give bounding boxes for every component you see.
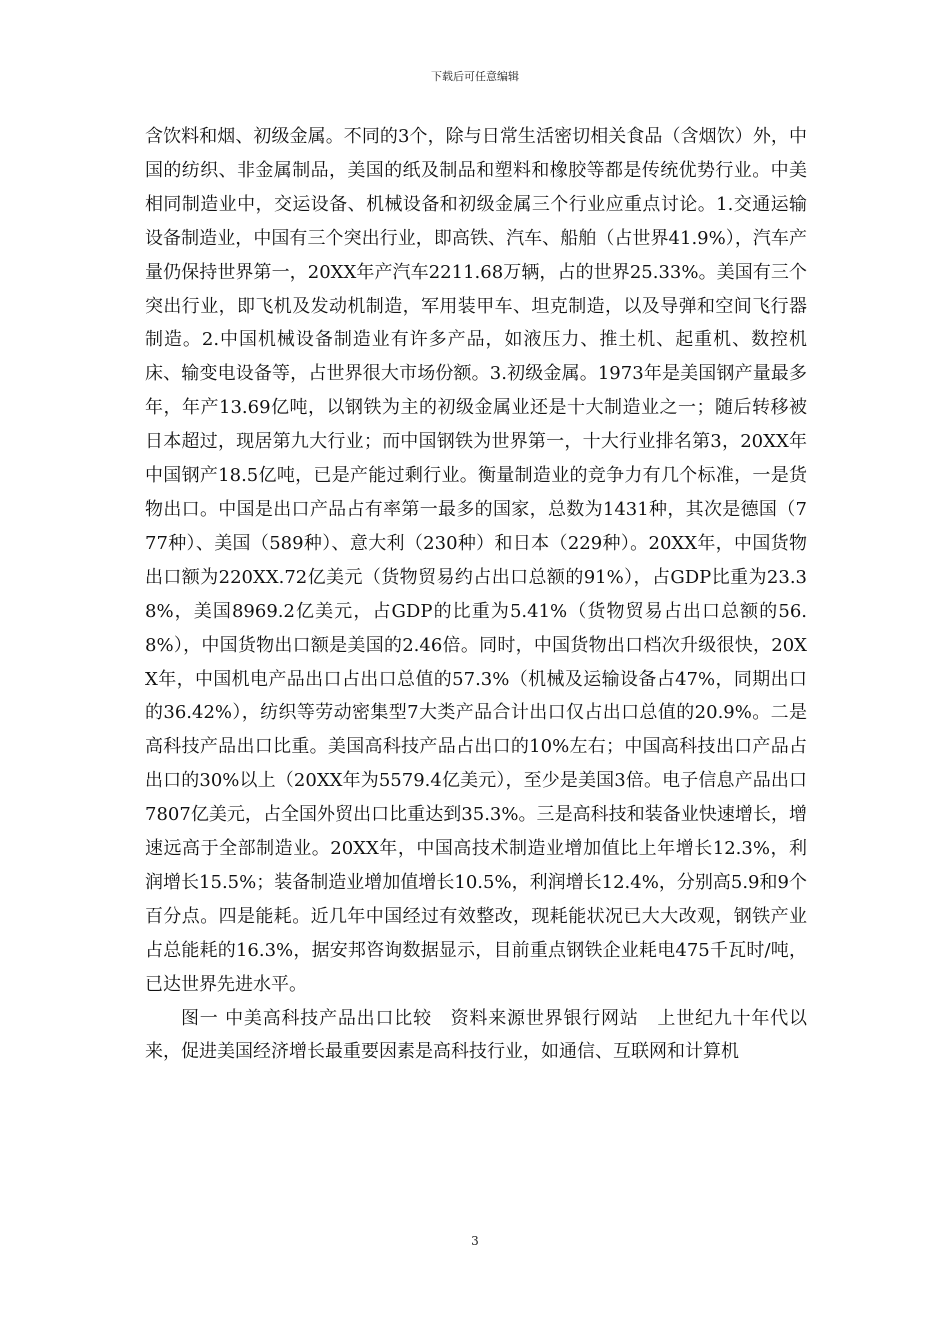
- body-paragraph-2: 图一 中美高科技产品出口比较 资料来源世界银行网站 上世纪九十年代以来，促进美国经济增长最重要因素是高科技行业，如通信、互联网和计算机: [145, 1007, 807, 1063]
- body-paragraph-1: 含饮料和烟、初级金属。不同的3个，除与日常生活密切相关食品（含烟饮）外，中国的纺织、非金属制品，美国的纸及制品和塑料和橡胶等都是传统优势行业。中美相同制造业中，交运设备、机械设备和初级金属三个行业应重点讨论。1.交通运输设备制造业，中国有三个突出行业，即高铁、汽车、船舶（占世界41.9%），汽车产量仍保持世界第一，20XX年产汽车2211.68万辆，占的世界25.33%。美国有三个突出行业，即飞机及发动机制造，军用装甲车、坦克制造，以及导弹和空间飞行器制造。2.中国机械设备制造业有许多产品，如液压力、推土机、起重机、数控机床、输变电设备等，占世界很大市场份额。3.初级金属。1973年是美国钢产量最多年，年产13.69亿吨，以钢铁为主的初级金属业还是十大制造业之一；随后转移被日本超过，现居第九大行业；而中国钢铁为世界第一，十大行业排名第3，20XX年中国钢产18.5亿吨，已是产能过剩行业。衡量制造业的竞争力有几个标准，一是货物出口。中国是出口产品占有率第一最多的国家，总数为1431种，其次是德国（777种）、美国（589种）、意大利（230种）和日本（229种）。20XX年，中国货物出口额为220XX.72亿美元（货物贸易约占出口总额的91%），占GDP比重为23.38%，美国8969.2亿美元，占GDP的比重为5.41%（货物贸易占出口总额的56.8%），中国货物出口额是美国的2.46倍。同时，中国货物出口档次升级很快，20XX年，中国机电产品出口占出口总值的57.3%（机械及运输设备占47%，同期出口的36.42%），纺织等劳动密集型7大类产品合计出口仅占出口总值的20.9%。二是高科技产品出口比重。美国高科技产品占出口的10%左右；中国高科技出口产品占出口的30%以上（20XX年为5579.4亿美元），至少是美国3倍。电子信息产品出口7807亿美元，占全国外贸出口比重达到35.3%。三是高科技和装备业快速增长，增速远高于全部制造业。20XX年，中国高技术制造业增加值比上年增长12.3%，利润增长15.5%；装备制造业增加值增长10.5%，利润增长12.4%，分别高5.9和9个百分点。四是能耗。近几年中国经过有效整改，现耗能状况已大大改观，钢铁产业占总能耗的16.3%，据安邦咨询数据显示，目前重点钢铁企业耗电475千瓦时/吨，已达世界先进水平。: [145, 126, 807, 995]
- page-number: 3: [471, 1234, 479, 1248]
- page-header: 下载后可任意编辑: [431, 70, 519, 83]
- document-body: [145, 120, 807, 1069]
